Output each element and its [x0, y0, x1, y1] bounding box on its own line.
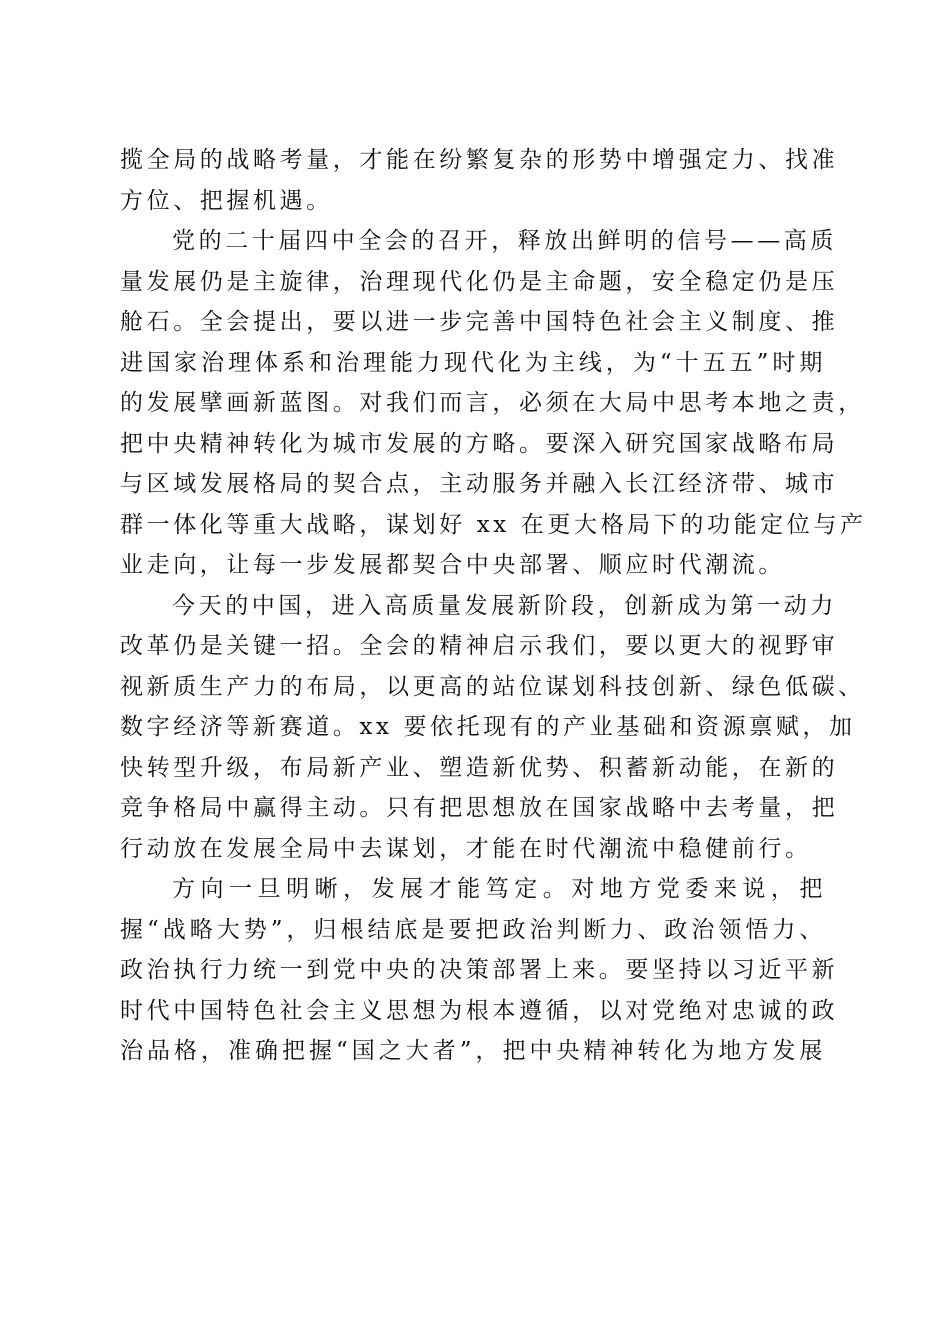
- paragraph-3-line-2: 改革仍是关键一招。全会的精神启示我们，要以更大的视野审: [120, 633, 839, 659]
- paragraph-1-line-1: 揽全局的战略考量，才能在纷繁复杂的形势中增强定力、找准: [120, 147, 839, 173]
- paragraph-3-line-5: 快转型升级，布局新产业、塑造新优势、积蓄新动能，在新的: [120, 754, 839, 781]
- paragraph-2-line-7: 与区域发展格局的契合点，主动服务并融入长江经济带、城市: [120, 471, 839, 497]
- paragraph-3-line-4: 数字经济等新赛道。xx 要依托现有的产业基础和资源禀赋，加: [120, 714, 856, 740]
- document-body: [120, 140, 867, 1072]
- paragraph-3-line-6: 竞争格局中赢得主动。只有把思想放在国家战略中去考量，把: [120, 795, 839, 821]
- paragraph-4-line-5: 治品格，准确把握“国之大者”，把中央精神转化为地方发展: [120, 1038, 826, 1064]
- paragraph-3-line-7: 行动放在发展全局中去谋划，才能在时代潮流中稳健前行。: [120, 835, 812, 862]
- paragraph-4-line-3: 政治执行力统一到党中央的决策部署上来。要坚持以习近平新: [120, 957, 839, 983]
- paragraph-4-line-4: 时代中国特色社会主义思想为根本遵循，以对党绝对忠诚的政: [120, 997, 839, 1024]
- paragraph-4-line-2: 握“战略大势”，归根结底是要把政治判断力、政治领悟力、: [120, 916, 826, 943]
- paragraph-4-line-1: 方向一旦明晰，发展才能笃定。对地方党委来说，把: [172, 876, 826, 902]
- paragraph-3-line-1: 今天的中国，进入高质量发展新阶段，创新成为第一动力: [172, 592, 837, 619]
- paragraph-2-line-3: 舱石。全会提出，要以进一步完善中国特色社会主义制度、推: [120, 309, 839, 335]
- paragraph-2-line-6: 把中央精神转化为城市发展的方略。要深入研究国家战略布局: [120, 430, 839, 457]
- paragraph-1-line-2: 方位、把握机遇。: [120, 187, 333, 214]
- paragraph-2-line-1: 党的二十届四中全会的召开，释放出鲜明的信号——高质: [172, 228, 837, 254]
- paragraph-2-line-4: 进国家治理体系和治理能力现代化为主线，为“十五五”时期: [120, 349, 826, 376]
- paragraph-3-line-3: 视新质生产力的布局，以更高的站位谋划科技创新、绿色低碳、: [120, 673, 865, 700]
- paragraph-2-line-8: 群一体化等重大战略，谋划好 xx 在更大格局下的功能定位与产: [120, 511, 867, 538]
- paragraph-2-line-5: 的发展擘画新蓝图。对我们而言，必须在大局中思考本地之责，: [120, 390, 865, 416]
- paragraph-2-line-2: 量发展仍是主旋律，治理现代化仍是主命题，安全稳定仍是压: [120, 268, 839, 295]
- paragraph-2-line-9: 业走向，让每一步发展都契合中央部署、顺应时代潮流。: [120, 552, 785, 578]
